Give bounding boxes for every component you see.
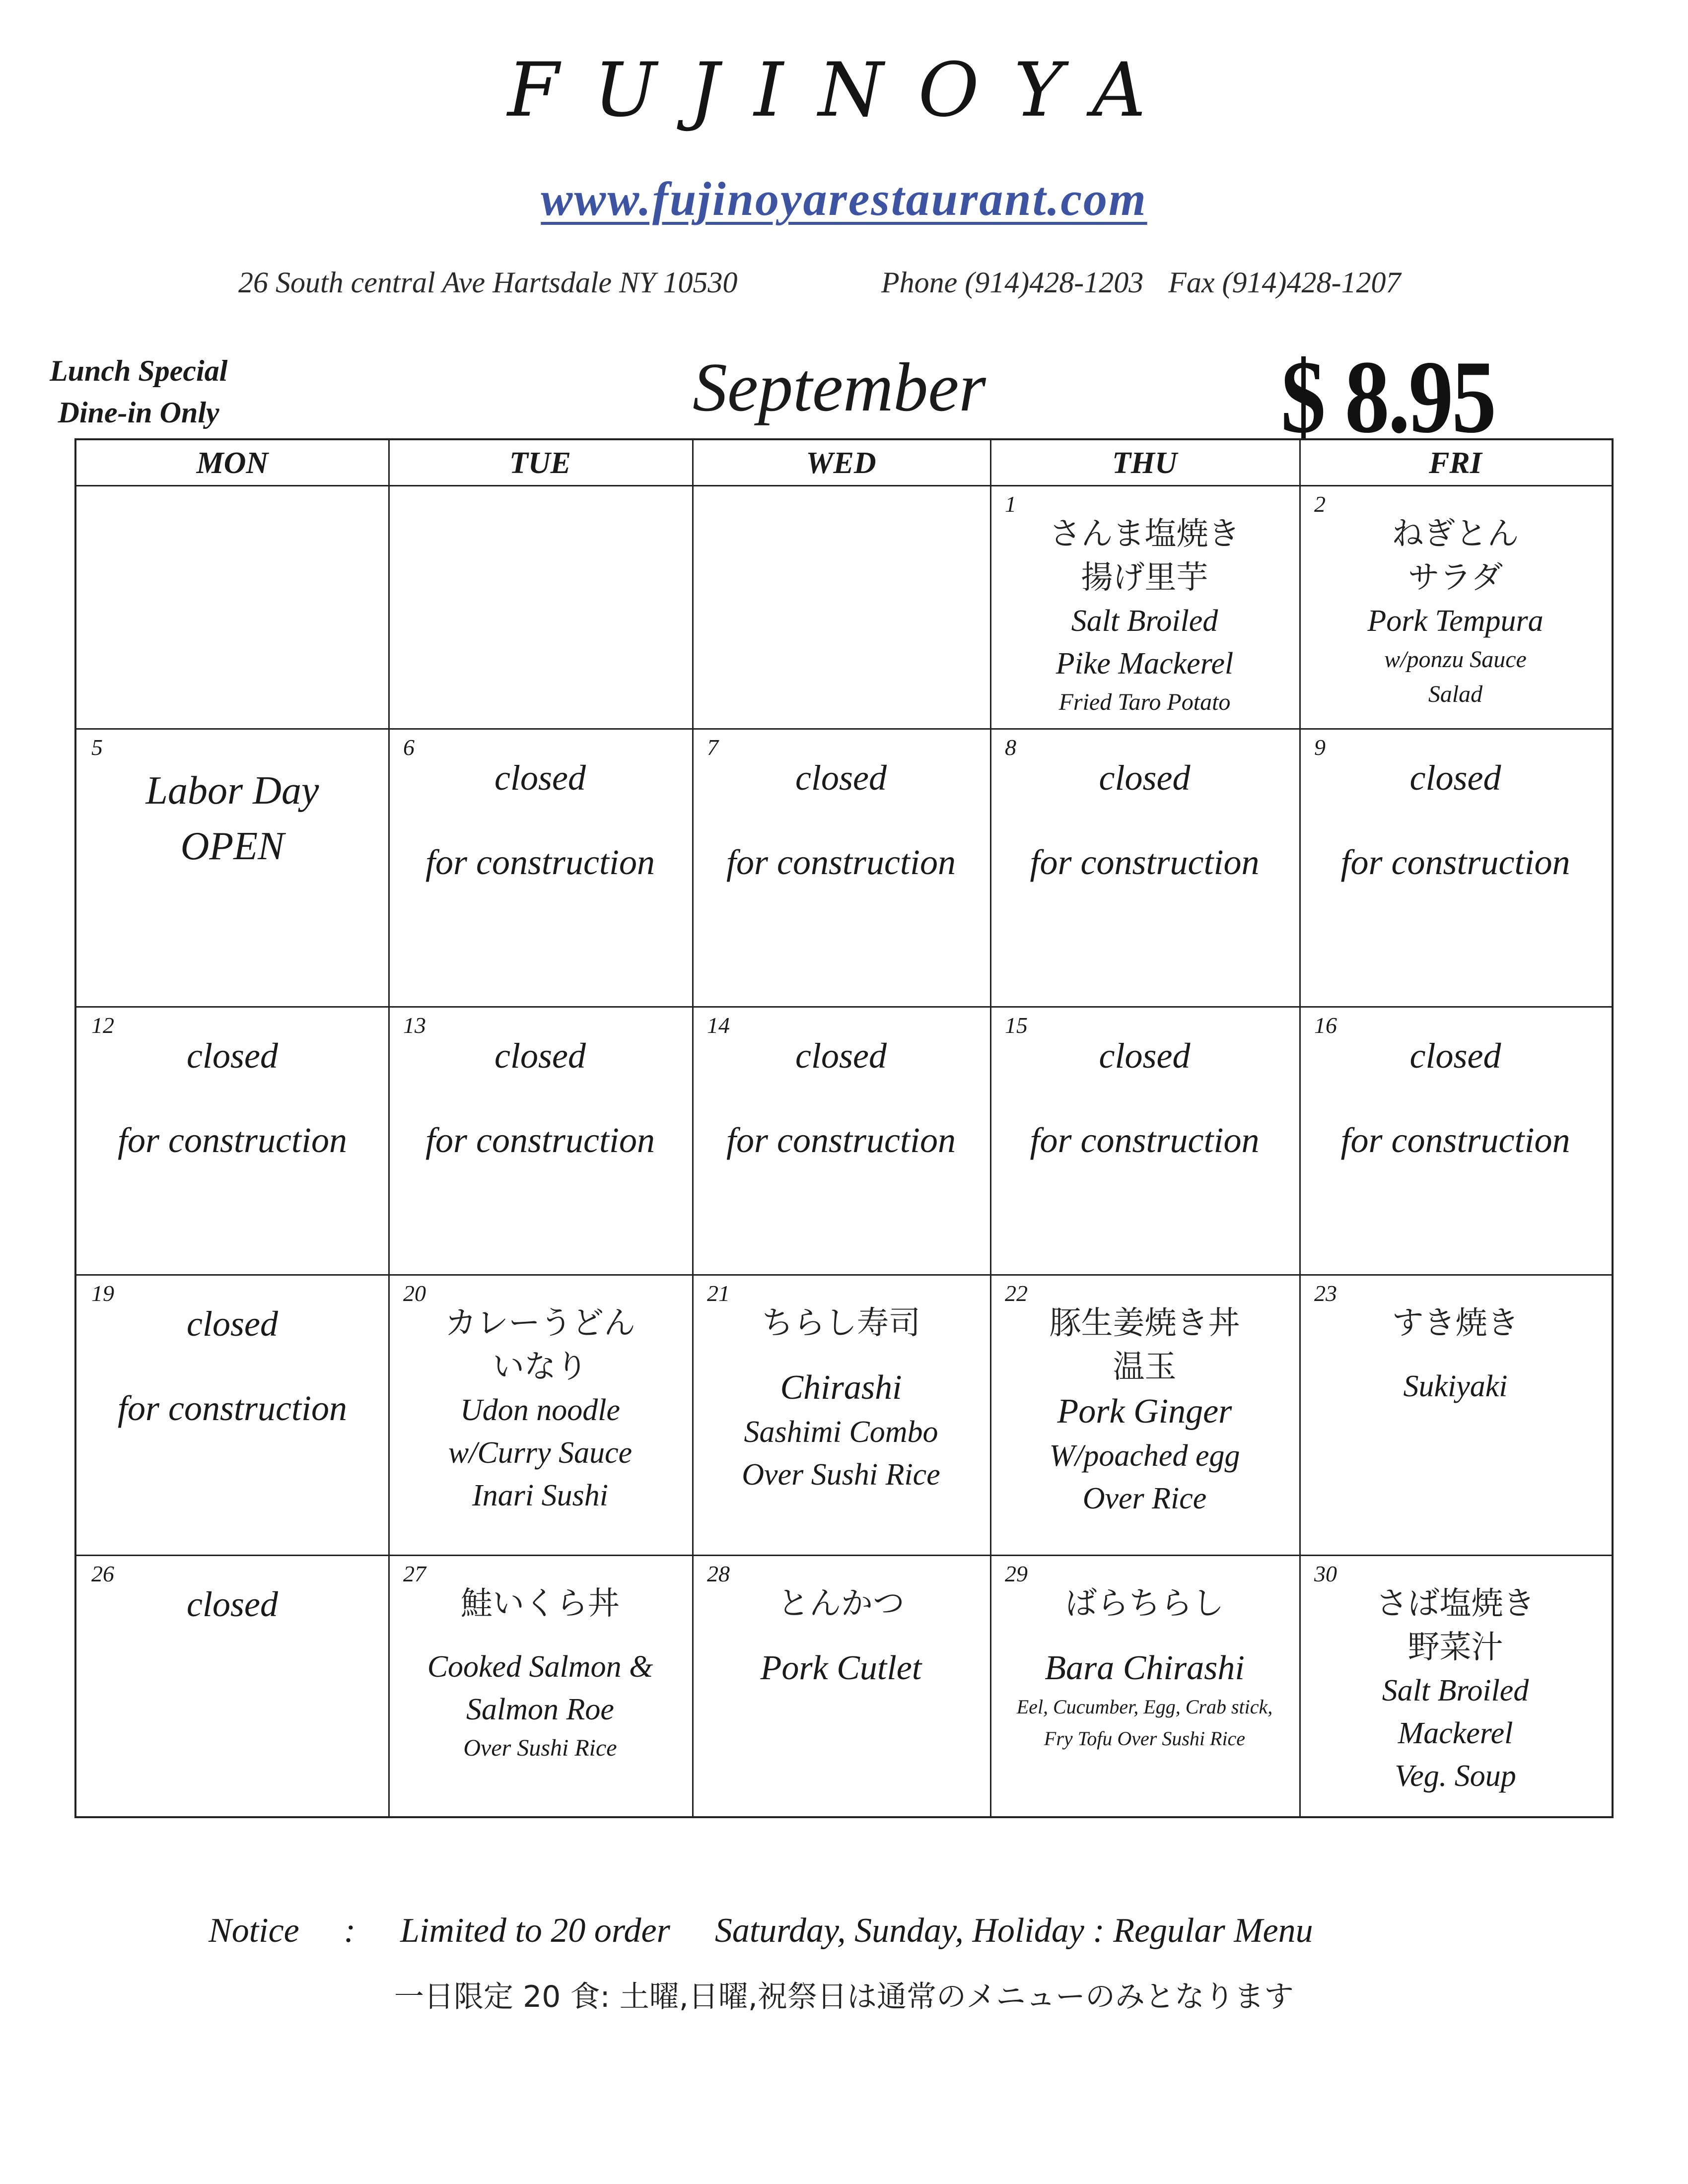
closure-note: closed xyxy=(187,1584,278,1624)
menu-item-japanese: ねぎとん xyxy=(1392,516,1519,552)
menu-item-text: Sukiyaki xyxy=(1403,1369,1508,1403)
menu-item-text: Salt Broiled xyxy=(1382,1674,1529,1707)
day-header-wed: WED xyxy=(806,446,876,480)
calendar-day-cell xyxy=(990,1274,1299,1555)
calendar-day-cell xyxy=(1299,1555,1612,1816)
closure-note: for construction xyxy=(1340,842,1570,882)
calendar-day-cell xyxy=(1299,1274,1612,1555)
day-number: 16 xyxy=(1314,1013,1337,1038)
closure-note xyxy=(692,803,990,837)
closure-note: for construction xyxy=(1340,1120,1570,1160)
day-number: 14 xyxy=(707,1013,730,1038)
menu-item-text: Salad xyxy=(1428,681,1483,707)
closure-note xyxy=(76,1349,388,1383)
calendar-day-cell xyxy=(388,1274,692,1555)
calendar-day-cell xyxy=(692,1274,990,1555)
menu-item-text xyxy=(990,1626,1299,1645)
notice xyxy=(209,1911,1313,1951)
lunch-special-title: Lunch Special xyxy=(50,354,228,387)
menu-item-text: Pork Cutlet xyxy=(760,1649,922,1687)
menu-item-text: Inari Sushi xyxy=(472,1479,608,1512)
menu-item-text xyxy=(388,1626,692,1645)
lunch-price: $ 8.95 xyxy=(1281,340,1495,455)
menu-item-japanese: ばらちらし xyxy=(1065,1585,1224,1622)
closure-note: closed xyxy=(795,758,887,798)
menu-item-text: Eel, Cucumber, Egg, Crab stick, xyxy=(1016,1696,1273,1718)
menu-item-japanese: さば塩焼き xyxy=(1376,1585,1535,1622)
menu-item-text: Pork Tempura xyxy=(1367,604,1544,638)
menu-item-text: OPEN xyxy=(180,824,284,868)
menu-item-text xyxy=(692,1626,990,1645)
day-number: 12 xyxy=(91,1013,114,1038)
day-number: 27 xyxy=(403,1561,426,1586)
menu-item-text xyxy=(1299,1345,1612,1365)
menu-item-japanese: 鮭いくら丼 xyxy=(461,1585,620,1622)
day-number: 5 xyxy=(91,735,103,760)
menu-item-text: Pike Mackerel xyxy=(1055,647,1234,681)
day-header-thu: THU xyxy=(1112,446,1177,480)
menu-item-japanese: 温玉 xyxy=(1113,1349,1177,1385)
closure-note xyxy=(1299,1081,1612,1115)
closure-note: for construction xyxy=(726,1120,956,1160)
closure-note: closed xyxy=(187,1304,278,1344)
menu-item-japanese: 揚げ里芋 xyxy=(1081,559,1208,596)
phone-number: Phone (914)428-1203 xyxy=(881,266,1144,299)
menu-item-text: Labor Day xyxy=(145,769,319,813)
menu-item-text: Salt Broiled xyxy=(1071,604,1218,638)
calendar-day-cell xyxy=(76,1006,388,1274)
closure-note: for construction xyxy=(425,842,655,882)
menu-item-text: w/ponzu Sauce xyxy=(1384,646,1527,673)
calendar-day-cell xyxy=(388,485,692,728)
menu-item-text: W/poached egg xyxy=(1049,1439,1240,1473)
closure-note xyxy=(1299,803,1612,837)
day-number: 13 xyxy=(403,1013,426,1038)
closure-note: closed xyxy=(1099,758,1191,798)
menu-item-text: Over Sushi Rice xyxy=(742,1458,940,1492)
closure-note: for construction xyxy=(118,1388,347,1428)
lunch-calendar xyxy=(74,438,1614,1818)
closure-note: for construction xyxy=(1030,842,1260,882)
menu-item-text: Udon noodle xyxy=(460,1393,621,1427)
closure-note: closed xyxy=(1099,1036,1191,1076)
menu-item-japanese: サラダ xyxy=(1407,559,1503,596)
address: 26 South central Ave Hartsdale NY 10530 xyxy=(238,266,738,299)
closure-note xyxy=(692,1081,990,1115)
day-number: 20 xyxy=(403,1281,426,1306)
day-number: 26 xyxy=(91,1561,114,1586)
calendar-day-cell xyxy=(76,1274,388,1555)
menu-item-text: Chirashi xyxy=(780,1368,902,1407)
menu-item-text: Salmon Roe xyxy=(466,1693,614,1726)
closure-note: closed xyxy=(1409,1036,1501,1076)
closure-note: closed xyxy=(187,1036,278,1076)
calendar-day-cell xyxy=(692,1555,990,1816)
dine-in-only-label: Dine-in Only xyxy=(58,396,219,429)
closure-note xyxy=(388,1081,692,1115)
calendar-day-cell xyxy=(76,728,388,1006)
closure-note: for construction xyxy=(118,1120,347,1160)
menu-item-japanese: とんかつ xyxy=(777,1585,905,1622)
day-number: 23 xyxy=(1314,1281,1337,1306)
menu-item-text: Pork Ginger xyxy=(1057,1392,1232,1431)
closure-note xyxy=(990,803,1299,837)
closure-note: closed xyxy=(494,1036,586,1076)
calendar-day-cell xyxy=(990,485,1299,728)
day-number: 7 xyxy=(707,735,718,760)
day-number: 2 xyxy=(1314,491,1326,517)
calendar-day-cell xyxy=(388,1555,692,1816)
menu-item-text: Sashimi Combo xyxy=(744,1415,938,1449)
closure-note: closed xyxy=(494,758,586,798)
menu-item-text xyxy=(692,1345,990,1365)
menu-item-japanese: すき焼き xyxy=(1392,1305,1519,1342)
website-link[interactable]: www.fujinoyarestaurant.com xyxy=(541,172,1147,225)
day-number: 15 xyxy=(1005,1013,1028,1038)
day-number: 19 xyxy=(91,1281,114,1306)
day-number: 8 xyxy=(1005,735,1016,760)
closure-note: for construction xyxy=(726,842,956,882)
menu-item-text: Over Rice xyxy=(1082,1482,1207,1515)
notice-limit: Limited to 20 order xyxy=(400,1911,670,1950)
notice-japanese: 一日限定 20 食: 土曜,日曜,祝祭日は通常のメニューのみとなります xyxy=(394,1979,1294,2014)
calendar-day-cell xyxy=(990,728,1299,1006)
menu-item-text: Bara Chirashi xyxy=(1045,1649,1245,1687)
day-number: 1 xyxy=(1005,491,1016,517)
month-title: September xyxy=(693,349,986,426)
menu-item-japanese: さんま塩焼き xyxy=(1049,516,1240,552)
calendar-day-cell xyxy=(388,728,692,1006)
day-number: 29 xyxy=(1005,1561,1028,1586)
day-number: 9 xyxy=(1314,735,1326,760)
day-header-mon: MON xyxy=(196,446,269,480)
menu-item-text: Cooked Salmon & xyxy=(427,1650,653,1684)
calendar-day-cell xyxy=(388,1006,692,1274)
notice-weekend: Saturday, Sunday, Holiday : Regular Menu xyxy=(714,1911,1313,1950)
menu-item-text: Mackerel xyxy=(1398,1716,1513,1750)
menu-item-text: Over Sushi Rice xyxy=(463,1735,617,1761)
day-number: 22 xyxy=(1005,1281,1028,1306)
calendar-day-cell xyxy=(1299,728,1612,1006)
closure-note xyxy=(990,1081,1299,1115)
menu-item-japanese: ちらし寿司 xyxy=(762,1305,920,1342)
calendar-day-cell xyxy=(1299,485,1612,728)
notice-label: Notice xyxy=(209,1911,299,1950)
menu-item-japanese: 豚生姜焼き丼 xyxy=(1049,1305,1240,1342)
day-number: 30 xyxy=(1314,1561,1337,1586)
calendar-day-cell xyxy=(76,1555,388,1816)
notice-colon: : xyxy=(344,1911,356,1950)
day-number: 21 xyxy=(707,1281,730,1306)
contact-info xyxy=(881,266,1401,300)
lunch-special-label xyxy=(50,350,227,433)
day-header-fri: FRI xyxy=(1429,446,1482,480)
menu-item-japanese: 野菜汁 xyxy=(1407,1629,1503,1666)
closure-note: for construction xyxy=(425,1120,655,1160)
restaurant-logo: FUJINOYA xyxy=(507,47,1181,134)
closure-note: for construction xyxy=(1030,1120,1260,1160)
menu-item-japanese: いなり xyxy=(492,1349,588,1385)
closure-note: closed xyxy=(795,1036,887,1076)
calendar-day-cell xyxy=(692,485,990,728)
menu-item-text: Fry Tofu Over Sushi Rice xyxy=(1044,1727,1246,1750)
closure-note xyxy=(388,803,692,837)
menu-item-text: w/Curry Sauce xyxy=(448,1436,633,1470)
menu-item-text: Veg. Soup xyxy=(1395,1759,1516,1793)
day-number: 28 xyxy=(707,1561,730,1586)
calendar-day-cell xyxy=(1299,1006,1612,1274)
day-number: 6 xyxy=(403,735,415,760)
calendar-day-cell xyxy=(990,1555,1299,1816)
calendar-day-cell xyxy=(76,485,388,728)
menu-item-text: Fried Taro Potato xyxy=(1058,689,1231,715)
closure-note: closed xyxy=(1409,758,1501,798)
calendar-day-cell xyxy=(990,1006,1299,1274)
menu-item-japanese: カレーうどん xyxy=(445,1305,635,1342)
calendar-day-cell xyxy=(692,1006,990,1274)
fax-number: Fax (914)428-1207 xyxy=(1168,266,1401,299)
closure-note xyxy=(76,1081,388,1115)
day-header-tue: TUE xyxy=(509,446,571,480)
calendar-day-cell xyxy=(692,728,990,1006)
